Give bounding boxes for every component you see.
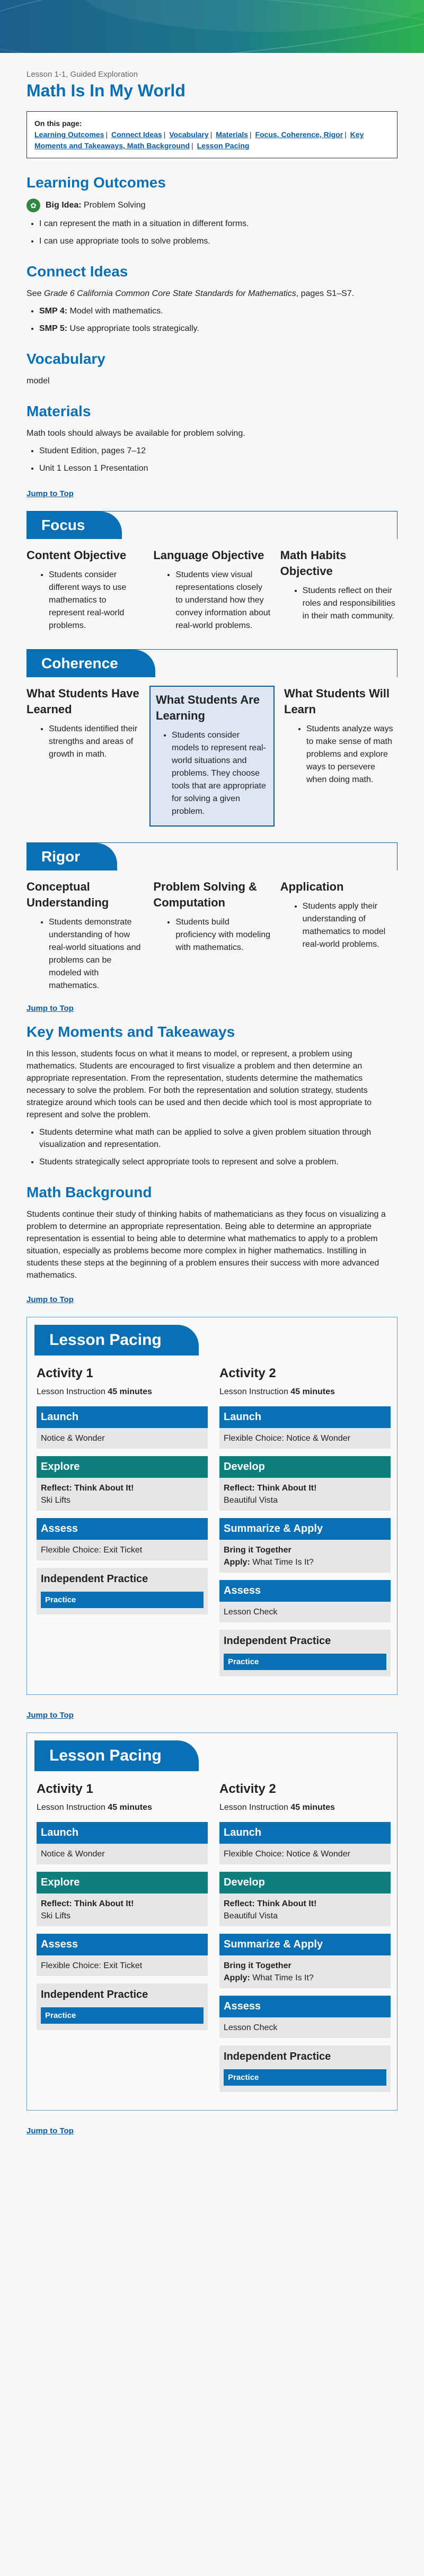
independent-practice-block [37, 1568, 208, 1614]
smp-list [26, 305, 398, 335]
on-this-page-title: On this page: [34, 119, 82, 128]
column-title: Math Habits Objective [280, 549, 347, 578]
list-item: • Students determine what math can be applied to solve a given problem situation through visualization and representation. [39, 1126, 398, 1151]
list-item: • Students consider different ways to use mathematics to represent real-world problems. [49, 569, 144, 632]
launch-block [37, 1406, 208, 1449]
block-header: Launch [37, 1822, 208, 1844]
block-bold-text: Reflect: Think About It! [41, 1899, 134, 1908]
block-header: Launch [219, 1822, 391, 1844]
summarize-apply-block [219, 1934, 391, 1988]
practice-button[interactable]: Practice [41, 2007, 204, 2024]
coherence-section [26, 649, 398, 677]
block-body: Flexible Choice: Exit Ticket [37, 1955, 208, 1976]
independent-practice-block [219, 2045, 391, 2092]
block-body [219, 1540, 391, 1573]
block-bold-text: Bring it Together [224, 1961, 292, 1970]
page-title: Math Is In My World [26, 81, 186, 100]
link-key-moments[interactable]: Key Moments and Takeaways, Math Background [34, 130, 364, 150]
learning-outcomes-heading: Learning Outcomes [26, 174, 166, 191]
instruction-label: Lesson Instruction [37, 1803, 108, 1812]
list-item: • Students build proficiency with modeling with mathematics. [175, 916, 270, 954]
instruction-label: Lesson Instruction [37, 1387, 108, 1396]
activity-1-column [37, 1366, 208, 1684]
block-header: Launch [219, 1406, 391, 1428]
column-title: Application [280, 880, 344, 893]
block-text: Ski Lifts [41, 1911, 71, 1920]
pacing-columns [27, 1782, 397, 2099]
block-bold-text: Apply: [224, 1558, 250, 1567]
key-moments-paragraph: In this lesson, students focus on what it means to model, or represent, a problem using mathematics. Students are encouraged to first visualize a problem and then determine an appropriate representation. From the representation, students determine the mathematics necessary to solve the problem. For both the representation and solution strategy, students strategize around which tools can be used and then decide which tool is most appropriate to represent and solve the problem. [26, 1049, 372, 1119]
rigor-tab: Rigor [26, 843, 117, 870]
rigor-column [153, 879, 270, 994]
column-title: What Students Will Learn [284, 687, 390, 716]
materials-heading: Materials [26, 403, 91, 419]
rigor-section [26, 842, 398, 870]
block-header: Assess [37, 1518, 208, 1540]
list-item: • Students consider models to represent real-world situations and problems. They choose tools that are appropriate for solving a given problem. [172, 729, 269, 818]
intro-text: See [26, 289, 44, 298]
activity-1-column [37, 1782, 208, 2099]
block-bold-text: Bring it Together [224, 1546, 292, 1555]
block-header: Assess [219, 1996, 391, 2017]
list-item: • I can use appropriate tools to solve problems. [39, 235, 398, 247]
focus-column [26, 547, 144, 634]
block-body [219, 1893, 391, 1926]
block-body: Flexible Choice: Exit Ticket [37, 1540, 208, 1560]
block-text: What Time Is It? [250, 1973, 314, 1982]
focus-columns [26, 547, 398, 634]
lesson-pacing-tab: Lesson Pacing [34, 1740, 199, 1771]
column-title: Problem Solving & Computation [153, 880, 257, 909]
block-body [37, 1478, 208, 1511]
list-item: • Unit 1 Lesson 1 Presentation [39, 462, 398, 474]
lesson-pacing-box [26, 1733, 398, 2111]
smp-text: Model with mathematics. [67, 307, 163, 316]
block-bold-text: Reflect: Think About It! [224, 1899, 317, 1908]
jump-to-top-link[interactable]: Jump to Top [26, 2126, 74, 2135]
connect-ideas-heading: Connect Ideas [26, 263, 128, 280]
lesson-label: Lesson 1-1, Guided Exploration [26, 70, 138, 79]
focus-tab: Focus [26, 511, 122, 539]
focus-section [26, 511, 398, 539]
activity-2-column [219, 1782, 391, 2099]
launch-block [37, 1822, 208, 1864]
lesson-instruction [37, 1803, 208, 1812]
block-text: Beautiful Vista [224, 1911, 278, 1920]
practice-button[interactable]: Practice [41, 1592, 204, 1608]
list-item: • Students demonstrate understanding of how real-world situations and problems can be modeled with mathematics. [49, 916, 144, 992]
instruction-label: Lesson Instruction [219, 1387, 291, 1396]
assess-block [37, 1934, 208, 1976]
materials-list [26, 445, 398, 474]
smp-label: SMP 5: [39, 324, 68, 333]
block-body: Lesson Check [219, 1602, 391, 1622]
summarize-apply-block [219, 1518, 391, 1573]
block-body: Flexible Choice: Notice & Wonder [219, 1844, 391, 1864]
link-focus-coherence-rigor[interactable]: Focus, Coherence, Rigor [255, 130, 343, 139]
list-item: • Students strategically select appropriate tools to represent and solve a problem. [39, 1156, 398, 1168]
block-text: Beautiful Vista [224, 1496, 278, 1505]
vocabulary-term: model [26, 376, 50, 385]
link-materials[interactable]: Materials [216, 130, 248, 139]
link-learning-outcomes[interactable]: Learning Outcomes [34, 130, 104, 139]
block-bold-text: Reflect: Think About It! [41, 1484, 134, 1493]
lesson-instruction [37, 1387, 208, 1397]
link-separator: | [344, 130, 347, 139]
block-header: Develop [219, 1456, 391, 1478]
coherence-column-current [149, 686, 275, 827]
activity-title: Activity 1 [37, 1366, 93, 1380]
pacing-columns [27, 1366, 397, 1684]
block-header: Summarize & Apply [219, 1518, 391, 1540]
smp-text: Use appropriate tools strategically. [67, 324, 199, 333]
column-title: What Students Have Learned [26, 687, 139, 716]
list-item: • Students identified their strengths and areas of growth in math. [49, 723, 140, 761]
column-title: Content Objective [26, 549, 127, 562]
big-idea [26, 199, 398, 212]
ip-title: Independent Practice [224, 1635, 331, 1647]
column-title: Language Objective [153, 549, 264, 562]
independent-practice-block [219, 1630, 391, 1676]
block-header: Summarize & Apply [219, 1934, 391, 1955]
standards-title: Grade 6 California Common Core State Standards for Mathematics [43, 289, 296, 298]
materials-intro: Math tools should always be available for problem solving. [26, 429, 245, 438]
block-body: Flexible Choice: Notice & Wonder [219, 1428, 391, 1449]
math-background-heading: Math Background [26, 1184, 152, 1200]
block-text [224, 1972, 386, 1984]
lesson-instruction [219, 1387, 391, 1397]
block-header: Assess [219, 1580, 391, 1602]
block-header: Assess [37, 1934, 208, 1955]
coherence-column [26, 686, 140, 827]
instruction-duration: 45 minutes [290, 1803, 335, 1812]
link-connect-ideas[interactable]: Connect Ideas [111, 130, 162, 139]
on-this-page-box [26, 111, 398, 158]
list-item: • Students analyze ways to make sense of math problems and explore ways to persevere when doing math. [306, 723, 398, 786]
lightbulb-icon: ✿ [26, 199, 40, 212]
header-banner [0, 0, 424, 53]
block-header: Launch [37, 1406, 208, 1428]
jump-to-top-link[interactable]: Jump to Top [26, 1004, 74, 1013]
jump-to-top-link[interactable]: Jump to Top [26, 489, 74, 498]
block-body: Notice & Wonder [37, 1428, 208, 1449]
coherence-columns [26, 686, 398, 827]
activity-title: Activity 1 [37, 1782, 93, 1796]
math-background-paragraph: Students continue their study of thinking habits of mathematicians as they focus on visualizing a problem to determine an appropriate representation. Being able to determine an appropriate representation is essential to being able to determine what mathematics to apply to a problem situation, especially as problems become more complex in higher mathematics. Instilling in students these steps at the beginning of a problem ensures their success with more advanced mathematics. [26, 1210, 386, 1280]
list-item: • Students apply their understanding of mathematics to model real-world problems. [303, 900, 398, 951]
block-bold-text: Apply: [224, 1973, 250, 1982]
block-header: Explore [37, 1872, 208, 1893]
jump-to-top-link[interactable]: Jump to Top [26, 1295, 74, 1304]
explore-block [37, 1872, 208, 1926]
key-moments-list [26, 1126, 398, 1168]
list-item [39, 305, 398, 317]
block-body [219, 1955, 391, 1988]
jump-to-top-link[interactable]: Jump to Top [26, 1711, 74, 1720]
connect-ideas-intro [26, 288, 398, 300]
rigor-column [26, 879, 144, 994]
smp-label: SMP 4: [39, 307, 68, 316]
instruction-duration: 45 minutes [290, 1387, 335, 1396]
key-moments-heading: Key Moments and Takeaways [26, 1024, 235, 1040]
ip-title: Independent Practice [41, 1573, 148, 1585]
activity-title: Activity 2 [219, 1366, 276, 1380]
coherence-column [284, 686, 398, 827]
list-item: • I can represent the math in a situation in different forms. [39, 218, 398, 230]
activity-2-column [219, 1366, 391, 1684]
link-separator: | [191, 141, 193, 150]
link-separator: | [210, 130, 213, 139]
develop-block [219, 1456, 391, 1511]
list-item: • Students view visual representations closely to understand how they convey information about real-world problems. [175, 569, 270, 632]
block-header: Develop [219, 1872, 391, 1893]
assess-block [219, 1580, 391, 1622]
develop-block [219, 1872, 391, 1926]
column-title: Conceptual Understanding [26, 880, 109, 909]
link-separator: | [249, 130, 252, 139]
block-text: Ski Lifts [41, 1496, 71, 1505]
column-title: What Students Are Learning [156, 693, 260, 722]
rigor-columns [26, 879, 398, 994]
independent-practice-block [37, 1983, 208, 2030]
instruction-label: Lesson Instruction [219, 1803, 291, 1812]
list-item: • Student Edition, pages 7–12 [39, 445, 398, 457]
lesson-instruction [219, 1803, 391, 1812]
intro-text: , pages S1–S7. [296, 289, 355, 298]
block-body [219, 1478, 391, 1511]
block-text: What Time Is It? [250, 1558, 314, 1567]
block-body: Notice & Wonder [37, 1844, 208, 1864]
ip-title: Independent Practice [41, 1989, 148, 2000]
focus-column [280, 547, 398, 634]
outcomes-list [26, 218, 398, 247]
link-separator: | [163, 130, 166, 139]
block-bold-text: Reflect: Think About It! [224, 1484, 317, 1493]
vocabulary-heading: Vocabulary [26, 351, 105, 367]
rigor-column [280, 879, 398, 994]
link-lesson-pacing[interactable]: Lesson Pacing [197, 141, 250, 150]
focus-column [153, 547, 270, 634]
block-text [224, 1556, 386, 1568]
main-content [0, 70, 424, 2141]
link-vocabulary[interactable]: Vocabulary [169, 130, 209, 139]
activity-title: Activity 2 [219, 1782, 276, 1796]
ip-title: Independent Practice [224, 2051, 331, 2062]
big-idea-label: Big Idea: [46, 201, 82, 210]
instruction-duration: 45 minutes [108, 1387, 152, 1396]
practice-button[interactable]: Practice [224, 2069, 386, 2086]
lesson-pacing-tab: Lesson Pacing [34, 1325, 199, 1356]
explore-block [37, 1456, 208, 1511]
lesson-pacing-box [26, 1317, 398, 1695]
block-body: Lesson Check [219, 2017, 391, 2038]
coherence-tab: Coherence [26, 650, 155, 677]
launch-block [219, 1822, 391, 1864]
assess-block [37, 1518, 208, 1560]
link-separator: | [105, 130, 108, 139]
block-body [37, 1893, 208, 1926]
block-header: Explore [37, 1456, 208, 1478]
list-item: • Students reflect on their roles and responsibilities in their math community. [303, 585, 398, 623]
practice-button[interactable]: Practice [224, 1654, 386, 1670]
launch-block [219, 1406, 391, 1449]
instruction-duration: 45 minutes [108, 1803, 152, 1812]
big-idea-value: Problem Solving [84, 201, 146, 210]
list-item [39, 322, 398, 335]
assess-block [219, 1996, 391, 2038]
